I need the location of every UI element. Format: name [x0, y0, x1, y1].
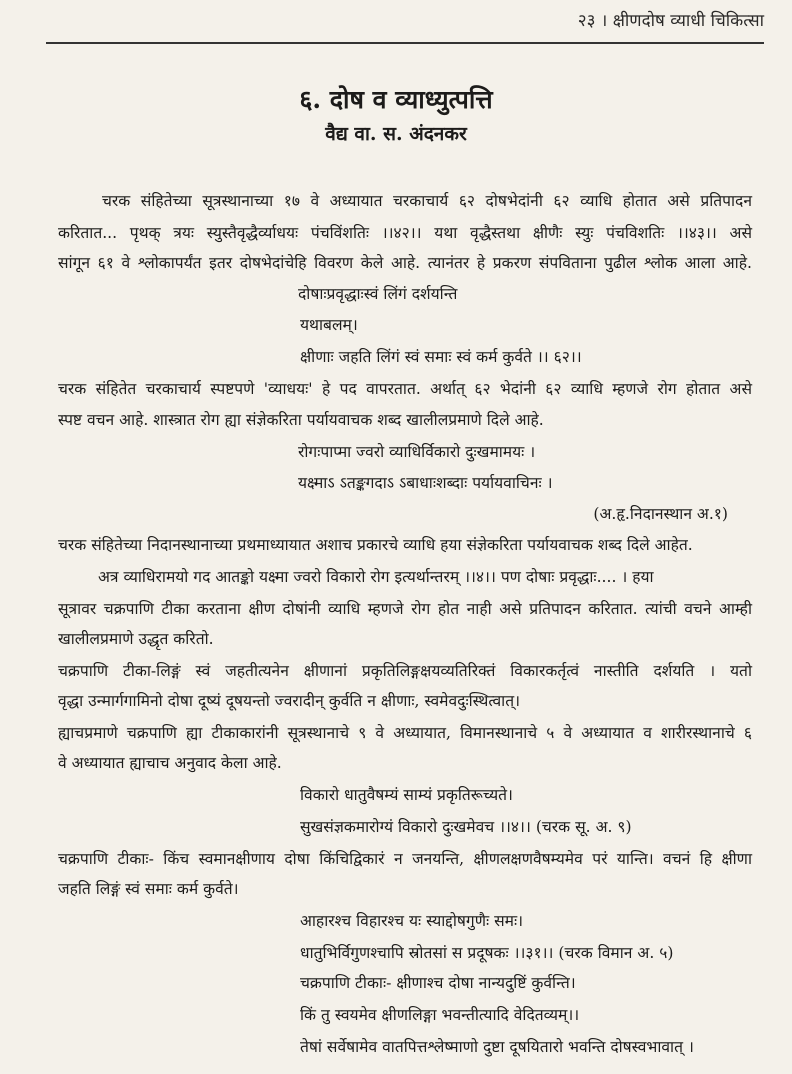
text-line: चरक संहितेत चरकाचार्य स्पष्टपणे 'व्याधयः' हे पद वापरतात. अर्थात् ६२ भेदांनी ६२ व्याधि म्हणजे रोग होतात असे — [58, 380, 752, 398]
text-line: चक्रपाणि टीकाः- किंच स्वमानक्षीणाय दोषा किंचिद्विकारं न जनयन्ति, क्षीणलक्षणवैषम्यमेव परं यान्ति। वचनं हि क्षीणा — [58, 850, 752, 868]
verse-line: किं तु स्वयमेव क्षीणलिङ्गा भवन्तीत्यादि वेदितव्यम्।। — [300, 1006, 580, 1024]
text-line: जहति लिङ्गं स्वं समाः कर्म कुर्वते। — [58, 880, 239, 898]
text-line: खालीलप्रमाणे उद्धृत करितो. — [58, 630, 214, 648]
text-line: ह्याचप्रमाणे चक्रपाणि ह्या टीकाकारांनी सूत्रस्थानाचे ९ वे अध्यायात, विमानस्थानाचे ५ वे अध्यायात व शारीरस्थानाचे ६ — [58, 724, 752, 742]
verse-line: तेषां सर्वेषामेव वातपित्तश्लेष्माणो दुष्टा दूषयितारो भवन्ति दोषस्वभावात् । — [300, 1038, 694, 1056]
text-line: सांगून ६१ वे श्लोकापर्यंत इतर दोषभेदांचेहि विवरण केले आहे. त्यानंतर हे प्रकरण संपविताना पुढील श्लोक आला आहे. — [58, 254, 752, 272]
verse-line: यक्ष्माऽ ऽतङ्कगदाऽ ऽबाधाःशब्दाः पर्यायवाचिनः । — [298, 474, 553, 492]
text-line: वृद्धा उन्मार्गगामिनो दोषा दूष्यं दूषयन्तो ज्वरादीन् कुर्वति न क्षीणाः, स्वमेवदुःस्थित्वात्। — [58, 692, 521, 710]
text-line: करितात... पृथक् त्रयः स्युस्तैवृद्धैर्व्याधयः पंचविंशतिः ।।४२।। यथा वृद्धैस्तथा क्षीणैः स्युः पंचविशतिः ।।४३।। असे — [58, 224, 752, 242]
header-rule — [46, 42, 764, 44]
text-line: चरक संहितेच्या निदानस्थानाच्या प्रथमाध्यायात अशाच प्रकारचे व्याधि हया संज्ञेकरिता पर्यायवाचक शब्द दिले आहेत. — [58, 536, 693, 554]
verse-line: चक्रपाणि टीकाः- क्षीणाश्च दोषा नान्यदुष्टिं कुर्वन्ति। — [300, 974, 576, 992]
text-line: चक्रपाणि टीका-लिङ्गं स्वं जहतीत्यनेन क्षीणानां प्रकृतिलिङ्गक्षयव्यतिरिक्तं विकारकर्तृत्वं नास्तीति दर्शयति । यतो — [58, 662, 752, 680]
verse-line: सुखसंज्ञकमारोग्यं विकारो दुःखमेवच ।।४।। (चरक सू. अ. ९) — [300, 818, 632, 836]
verse-line: दोषाःप्रवृद्धाःस्वं लिंगं दर्शयन्ति — [298, 285, 458, 303]
citation: (अ.हृ.निदानस्थान अ.१) — [593, 505, 728, 523]
article-author: वैद्य वा. स. अंदनकर — [325, 123, 467, 145]
text-line: चरक संहितेच्या सूत्रस्थानाच्या १७ वे अध्यायात चरकाचार्य ६२ दोषभेदांनी ६२ व्याधि होतात असे प्रतिपादन — [102, 192, 752, 210]
verse-line: आहारश्च विहारश्च यः स्याद्दोषगुणैः समः। — [300, 912, 523, 930]
running-header: २३ । क्षीणदोष व्याधी चिकित्सा — [577, 11, 764, 31]
verse-line: विकारो धातुवैषम्यं साम्यं प्रकृतिरूच्यते। — [300, 786, 513, 804]
verse-line: यथाबलम्। — [300, 316, 358, 334]
article-title: ६. दोष व व्याध्युत्पत्ति — [299, 85, 493, 114]
verse-line: धातुभिर्विगुणश्चापि स्रोतसां स प्रदूषकः ।।३१।। (चरक विमान अ. ५) — [300, 944, 674, 962]
text-line: अत्र व्याधिरामयो गद आतङ्को यक्ष्मा ज्वरो विकारो रोग इत्यर्थान्तरम् ।।४।। पण दोषाः प्रवृद्धाः.... । हया — [98, 568, 654, 586]
text-line: स्पष्ट वचन आहे. शास्त्रात रोग ह्या संज्ञेकरिता पर्यायवाचक शब्द खालीलप्रमाणे दिले आहे. — [58, 411, 544, 429]
verse-line: रोगःपाप्मा ज्वरो व्याधिर्विकारो दुःखमामयः । — [298, 443, 536, 461]
text-line: सूत्रावर चक्रपाणि टीका करताना क्षीण दोषांनी व्याधि म्हणजे रोग होत नाही असे प्रतिपादन करितात. त्यांची वचने आम्ही — [58, 600, 752, 618]
verse-line: क्षीणाः जहति लिंगं स्वं समाः स्वं कर्म कुर्वते ।। ६२।। — [300, 348, 582, 366]
text-line: वे अध्यायात ह्याचाच अनुवाद केला आहे. — [58, 754, 282, 772]
